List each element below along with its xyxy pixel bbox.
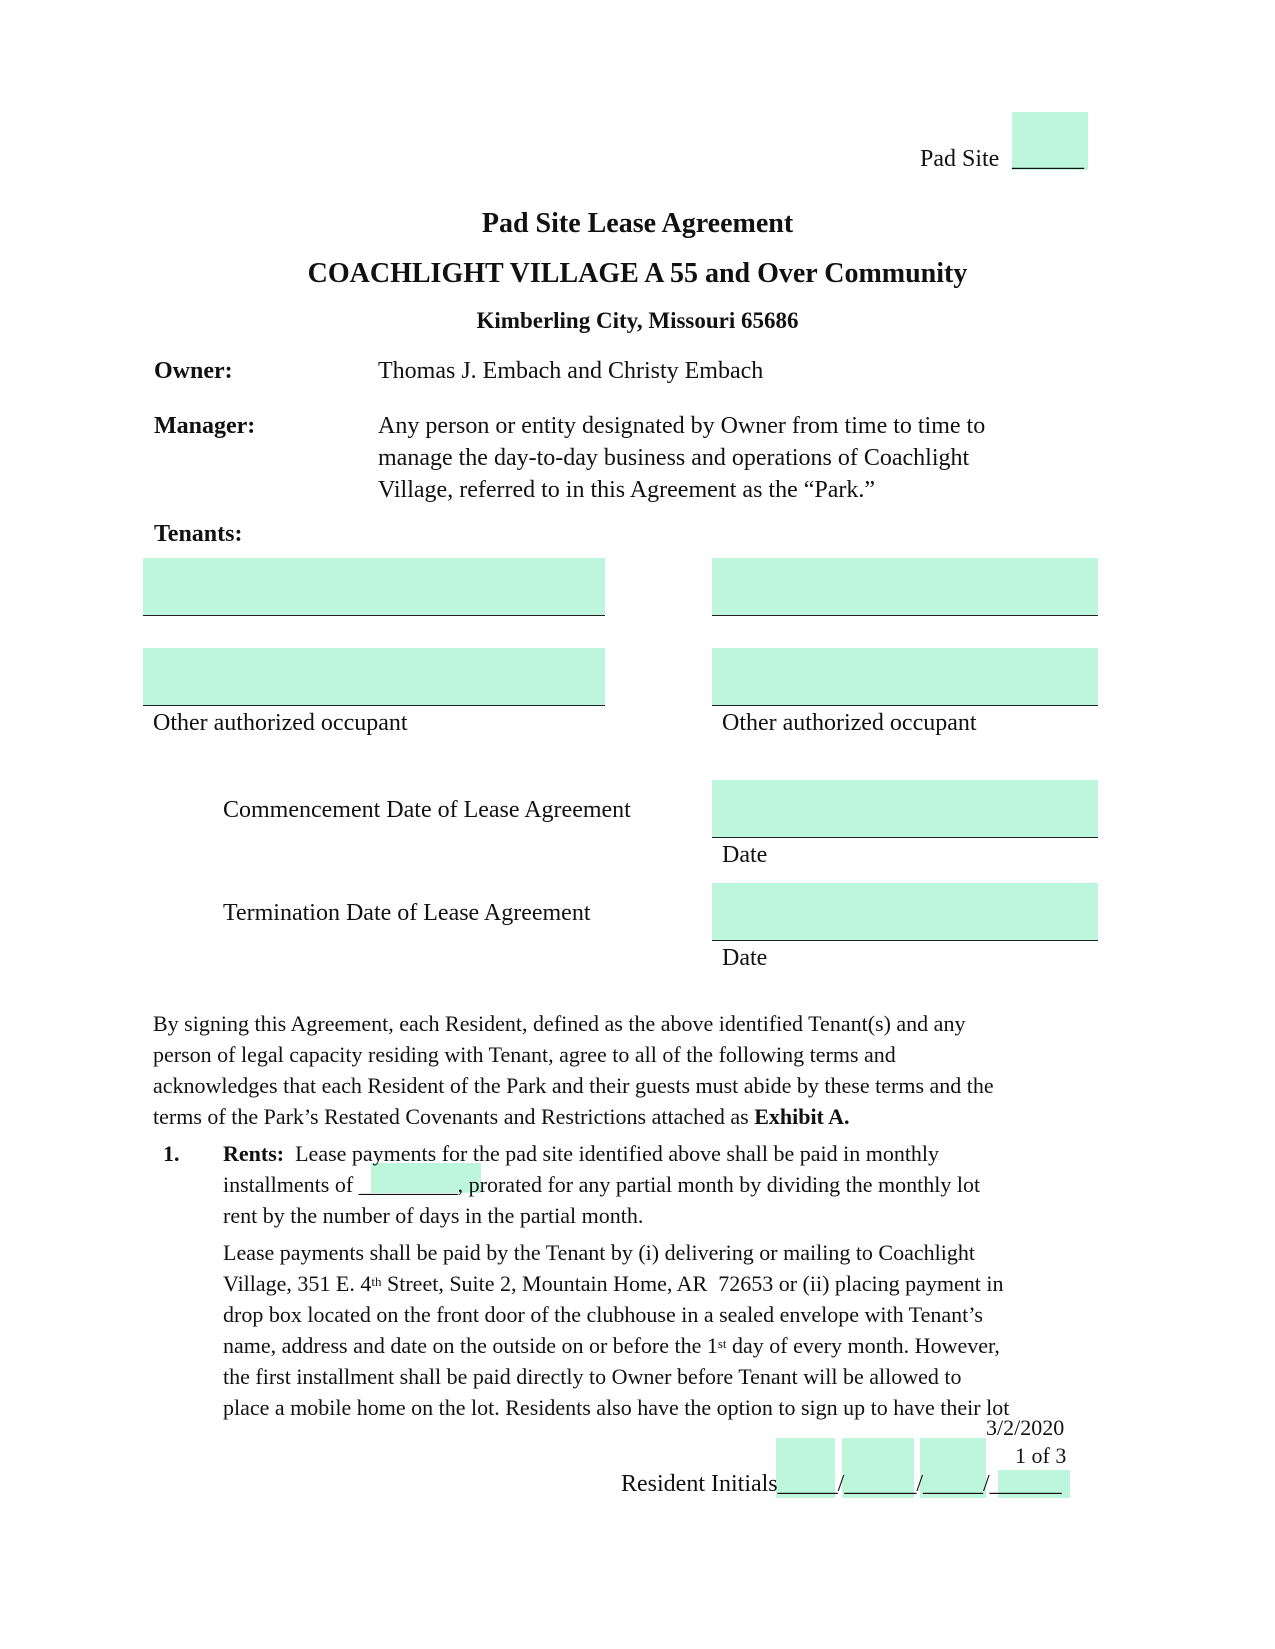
commencement-date-underline xyxy=(712,837,1098,838)
intro-line1: By signing this Agreement, each Resident, defined as the above identified Tenant(s) and any xyxy=(153,1011,966,1036)
footer-date: 3/2/2020 xyxy=(986,1415,1065,1440)
section1-number: 1. xyxy=(163,1141,180,1166)
resident-initials-row: Resident Initials_____/______/_____/______ xyxy=(621,1471,1062,1497)
occupant1-field[interactable] xyxy=(143,648,605,706)
termination-date-underline xyxy=(712,940,1098,941)
section1-rents xyxy=(223,1138,1103,1231)
rents-heading: Rents: xyxy=(223,1141,285,1166)
pad-site-input[interactable]: ______ xyxy=(1012,146,1084,172)
owner-value: Thomas J. Embach and Christy Embach xyxy=(378,358,764,384)
intro-paragraph xyxy=(153,1008,1113,1132)
payment-paragraph xyxy=(223,1237,1103,1423)
commencement-date-label: Commencement Date of Lease Agreement xyxy=(223,797,631,823)
owner-label: Owner: xyxy=(154,358,233,384)
occupant2-field[interactable] xyxy=(712,648,1098,706)
payment-line3: drop box located on the front door of the clubhouse in a sealed envelope with Tenant’s xyxy=(223,1302,983,1327)
tenant2-underline xyxy=(712,615,1098,616)
termination-date-label: Termination Date of Lease Agreement xyxy=(223,900,591,926)
resident-initials-label: Resident Initials xyxy=(621,1471,778,1497)
pad-site-label: Pad Site xyxy=(920,146,1000,172)
payment-line4: name, address and date on the outside on or before the 1st day of every month. However, xyxy=(223,1333,1000,1358)
commencement-date-field[interactable] xyxy=(712,780,1098,838)
tenants-label: Tenants: xyxy=(154,521,243,547)
manager-text-line1: Any person or entity designated by Owner from time to time to xyxy=(378,413,986,439)
intro-line3: acknowledges that each Resident of the Park and their guests must abide by these terms and the xyxy=(153,1073,994,1098)
exhibit-a-reference: Exhibit A. xyxy=(754,1104,850,1129)
payment-line5: the first installment shall be paid directly to Owner before Tenant will be allowed to xyxy=(223,1364,962,1389)
document-title: Pad Site Lease Agreement xyxy=(481,208,794,239)
community-name: COACHLIGHT VILLAGE A 55 and Over Community xyxy=(307,258,968,289)
initials-input-2[interactable]: ______ xyxy=(844,1471,917,1497)
tenant2-field[interactable] xyxy=(712,558,1098,616)
commencement-date-caption: Date xyxy=(722,842,768,868)
termination-date-caption: Date xyxy=(722,945,768,971)
initials-input-3[interactable]: _____ xyxy=(923,1471,983,1497)
page-number: 1 of 3 xyxy=(1015,1443,1067,1468)
termination-date-field[interactable] xyxy=(712,883,1098,941)
occupant-caption-left: Other authorized occupant xyxy=(153,710,408,736)
occupant1-underline xyxy=(143,705,605,706)
initials-input-4[interactable]: ______ xyxy=(989,1471,1062,1497)
manager-text-line2: manage the day-to-day business and operations of Coachlight xyxy=(378,445,970,471)
rent-amount-input[interactable]: _________ xyxy=(358,1172,458,1197)
intro-line4: terms of the Park’s Restated Covenants and Restrictions attached as Exhibit A. xyxy=(153,1104,850,1129)
intro-line2: person of legal capacity residing with Tenant, agree to all of the following terms and xyxy=(153,1042,896,1067)
community-location: Kimberling City, Missouri 65686 xyxy=(476,308,799,333)
occupant2-underline xyxy=(712,705,1098,706)
tenant1-field[interactable] xyxy=(143,558,605,616)
payment-line2: Village, 351 E. 4th Street, Suite 2, Mountain Home, AR 72653 or (ii) placing payment in xyxy=(223,1271,1004,1296)
occupant-caption-right: Other authorized occupant xyxy=(722,710,977,736)
rents-line2: installments of _________, prorated for any partial month by dividing the monthly lot xyxy=(223,1172,981,1197)
payment-line6: place a mobile home on the lot. Residents also have the option to sign up to have their lot xyxy=(223,1395,1010,1420)
payment-line1: Lease payments shall be paid by the Tenant by (i) delivering or mailing to Coachlight xyxy=(223,1240,975,1265)
manager-label: Manager: xyxy=(154,413,256,439)
tenant1-underline xyxy=(143,615,605,616)
manager-text-line3: Village, referred to in this Agreement as the “Park.” xyxy=(378,477,876,503)
rents-line3: rent by the number of days in the partial month. xyxy=(223,1203,644,1228)
rents-line1: Rents: Lease payments for the pad site identified above shall be paid in monthly xyxy=(223,1141,940,1166)
initials-input-1[interactable]: _____ xyxy=(777,1471,838,1497)
